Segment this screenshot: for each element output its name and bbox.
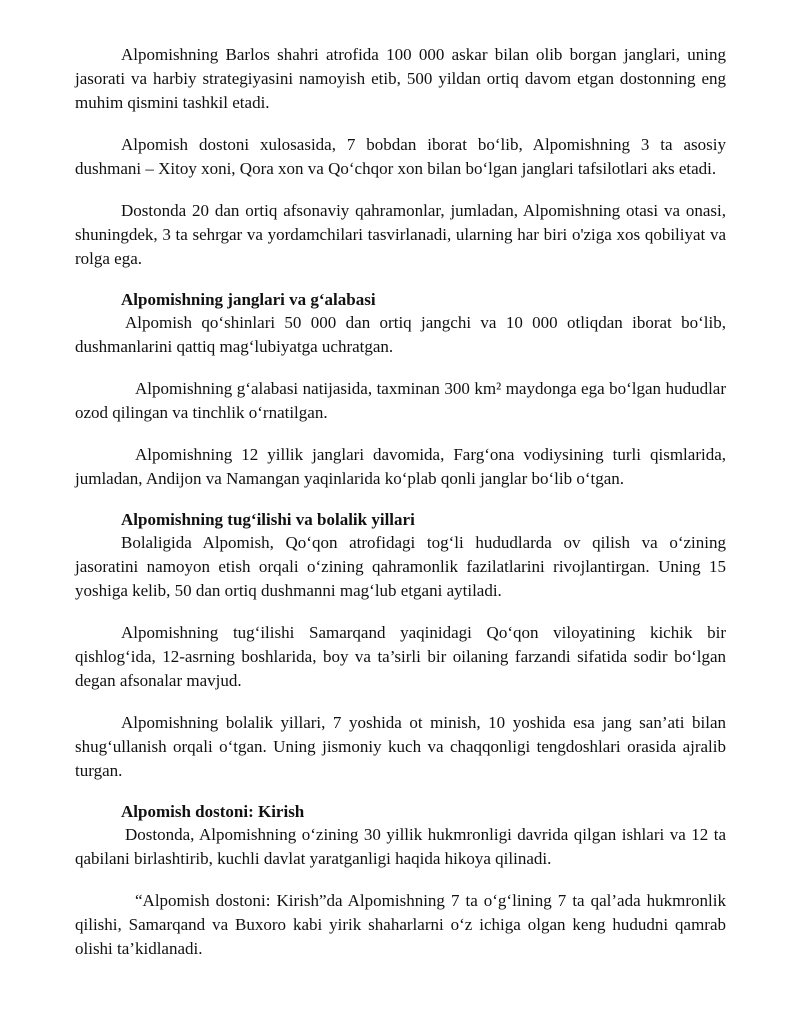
paragraph-barlos-battles: Alpomishning Barlos shahri atrofida 100 000 askar bilan olib borgan janglari, uning jasorati va harbiy strategiyasini namoyish etib, 500 yildan ortiq davom etgan dostonning eng muhim qismini tashkil etadi. <box>75 45 726 112</box>
paragraph-epic-summary: Alpomish dostoni xulosasida, 7 bobdan iborat bo‘lib, Alpomishning 3 ta asosiy dushmani – Xitoy xoni, Qora xon va Qo‘chqor xon bilan bo‘lgan janglari tafsilotlari aks etadi. <box>75 135 726 178</box>
paragraph-thirty-year-reign: Dostonda, Alpomishning o‘zining 30 yillik hukmronligi davrida qilgan ishlari va 12 ta qabilani birlashtirib, kuchli davlat yaratganligi haqida hikoya qilinadi. <box>75 825 726 868</box>
paragraph-birth-legend: Alpomishning tug‘ilishi Samarqand yaqinidagi Qo‘qon viloyatining kichik bir qishlog‘ida, 12-asrning boshlarida, boy va ta’sirli bir oilaning farzandi sifatida sodir bo‘lgan degan afsonalar mavjud. <box>75 623 726 690</box>
heading-battles-and-victory: Alpomishning janglari va g‘alabasi <box>121 290 376 309</box>
paragraph-childhood-hunting: Bolaligida Alpomish, Qo‘qon atrofidagi tog‘li hududlarda ov qilish va o‘zining jasoratini namoyon etish orqali o‘zining qahramonlik fazilatlarini rivojlantirgan. Uning 15 yoshiga kelib, 50 dan ortiq dushmanni mag‘lub etgani aytiladi. <box>75 533 726 600</box>
paragraph-twelve-years: Alpomishning 12 yillik janglari davomida, Farg‘ona vodiysining turli qismlarida, jumladan, Andijon va Namangan yaqinlarida ko‘plab qonli janglar bo‘lib o‘tgan. <box>75 445 726 488</box>
paragraph-victory-result: Alpomishning g‘alabasi natijasida, taxminan 300 km² maydonga ega bo‘lgan hududlar ozod qilingan va tinchlik o‘rnatilgan. <box>75 379 726 422</box>
paragraph-childhood-years: Alpomishning bolalik yillari, 7 yoshida ot minish, 10 yoshida esa jang san’ati bilan shug‘ullanish orqali o‘tgan. Uning jismoniy kuch va chaqqonligi tengdoshlari orasida ajralib turgan. <box>75 713 726 780</box>
paragraph-army: Alpomish qo‘shinlari 50 000 dan ortiq jangchi va 10 000 otliqdan iborat bo‘lib, dushmanlarini qattiq mag‘lubiyatga uchratgan. <box>75 313 726 356</box>
paragraph-legendary-heroes: Dostonda 20 dan ortiq afsonaviy qahramonlar, jumladan, Alpomishning otasi va onasi, shuningdek, 3 ta sehrgar va yordamchilari tasvirlanadi, ularning har biri o'ziga xos qobiliyat va rolga ega. <box>75 201 726 268</box>
paragraph-seven-sons: “Alpomish dostoni: Kirish”da Alpomishning 7 ta o‘g‘lining 7 ta qal’ada hukmronlik qilishi, Samarqand va Buxoro kabi yirik shaharlarni o‘z ichiga olgan keng hududni qamrab olishi ta’kidlanadi. <box>75 891 726 958</box>
heading-epic-introduction: Alpomish dostoni: Kirish <box>121 802 305 821</box>
heading-birth-and-childhood: Alpomishning tug‘ilishi va bolalik yillari <box>121 510 415 529</box>
